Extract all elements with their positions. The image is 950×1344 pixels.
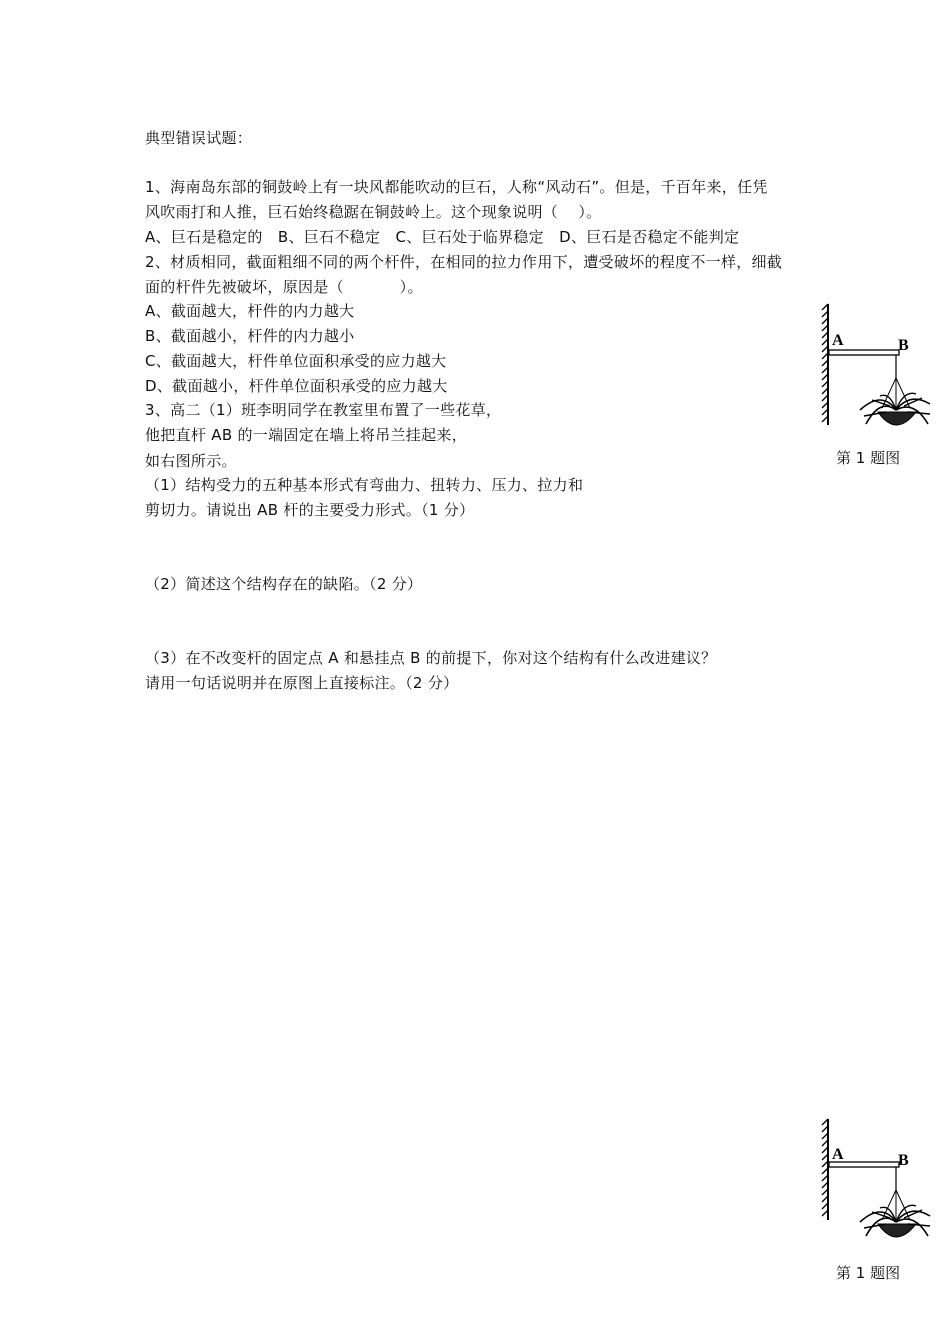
label-a: A: [832, 332, 844, 349]
hanging-plant-icon: [860, 1167, 930, 1237]
q2-line-1: 2、材质相同，截面粗细不同的两个杆件，在相同的拉力作用下，遭受破坏的程度不一样，细截: [145, 253, 783, 271]
label-a: A: [832, 1146, 844, 1163]
q3-sub3-line-2: 请用一句话说明并在原图上直接标注。（2 分）: [145, 674, 459, 692]
q1-options: A、巨石是稳定的 B、巨石不稳定 C、巨石处于临界稳定 D、巨石是否稳定不能判定: [145, 228, 740, 246]
q3-intro-2: 他把直杆 AB 的一端固定在墙上将吊兰挂起来，: [145, 426, 467, 444]
hanging-plant-icon: [860, 355, 930, 425]
label-b: B: [898, 337, 909, 354]
q3-sub2: （2）简述这个结构存在的缺陷。（2 分）: [145, 575, 423, 593]
q2-line-2: 面的杆件先被破坏，原因是（ ）。: [145, 278, 423, 296]
q3-sub1-line-2: 剪切力。请说出 AB 杆的主要受力形式。（1 分）: [145, 501, 475, 519]
q3-sub1-line-1: （1）结构受力的五种基本形式有弯曲力、扭转力、压力、拉力和: [145, 476, 584, 494]
q2-option-b: B、截面越小，杆件的内力越小: [145, 327, 355, 345]
q3-intro-3: 如右图所示。: [145, 452, 237, 470]
wall-hatch: [822, 1119, 828, 1220]
page-heading: 典型错误试题：: [145, 129, 253, 147]
figure-caption: 第 1 题图: [836, 449, 901, 467]
cantilever-figure: [820, 300, 935, 445]
q2-option-c: C、截面越大，杆件单位面积承受的应力越大: [145, 352, 447, 370]
q3-sub3-line-1: （3）在不改变杆的固定点 A 和悬挂点 B 的前提下，你对这个结构有什么改进建议？: [145, 649, 717, 667]
q2-option-d: D、截面越小，杆件单位面积承受的应力越大: [145, 377, 448, 395]
q2-option-a: A、截面越大，杆件的内力越大: [145, 302, 355, 320]
figure-caption-repeat: 第 1 题图: [836, 1264, 901, 1282]
cantilever-figure-repeat: [820, 1115, 935, 1260]
label-b: B: [898, 1152, 909, 1169]
q1-line-1: 1、海南岛东部的铜鼓岭上有一块风都能吹动的巨石，人称“风动石”。但是，千百年来，任凭: [145, 178, 768, 196]
wall-hatch: [822, 304, 828, 425]
rod-ab: [829, 350, 899, 355]
q1-line-2: 风吹雨打和人推，巨石始终稳踞在铜鼓岭上。这个现象说明（ ）。: [145, 203, 602, 221]
q3-intro-1: 3、高二（1）班李明同学在教室里布置了一些花草，: [145, 401, 502, 419]
